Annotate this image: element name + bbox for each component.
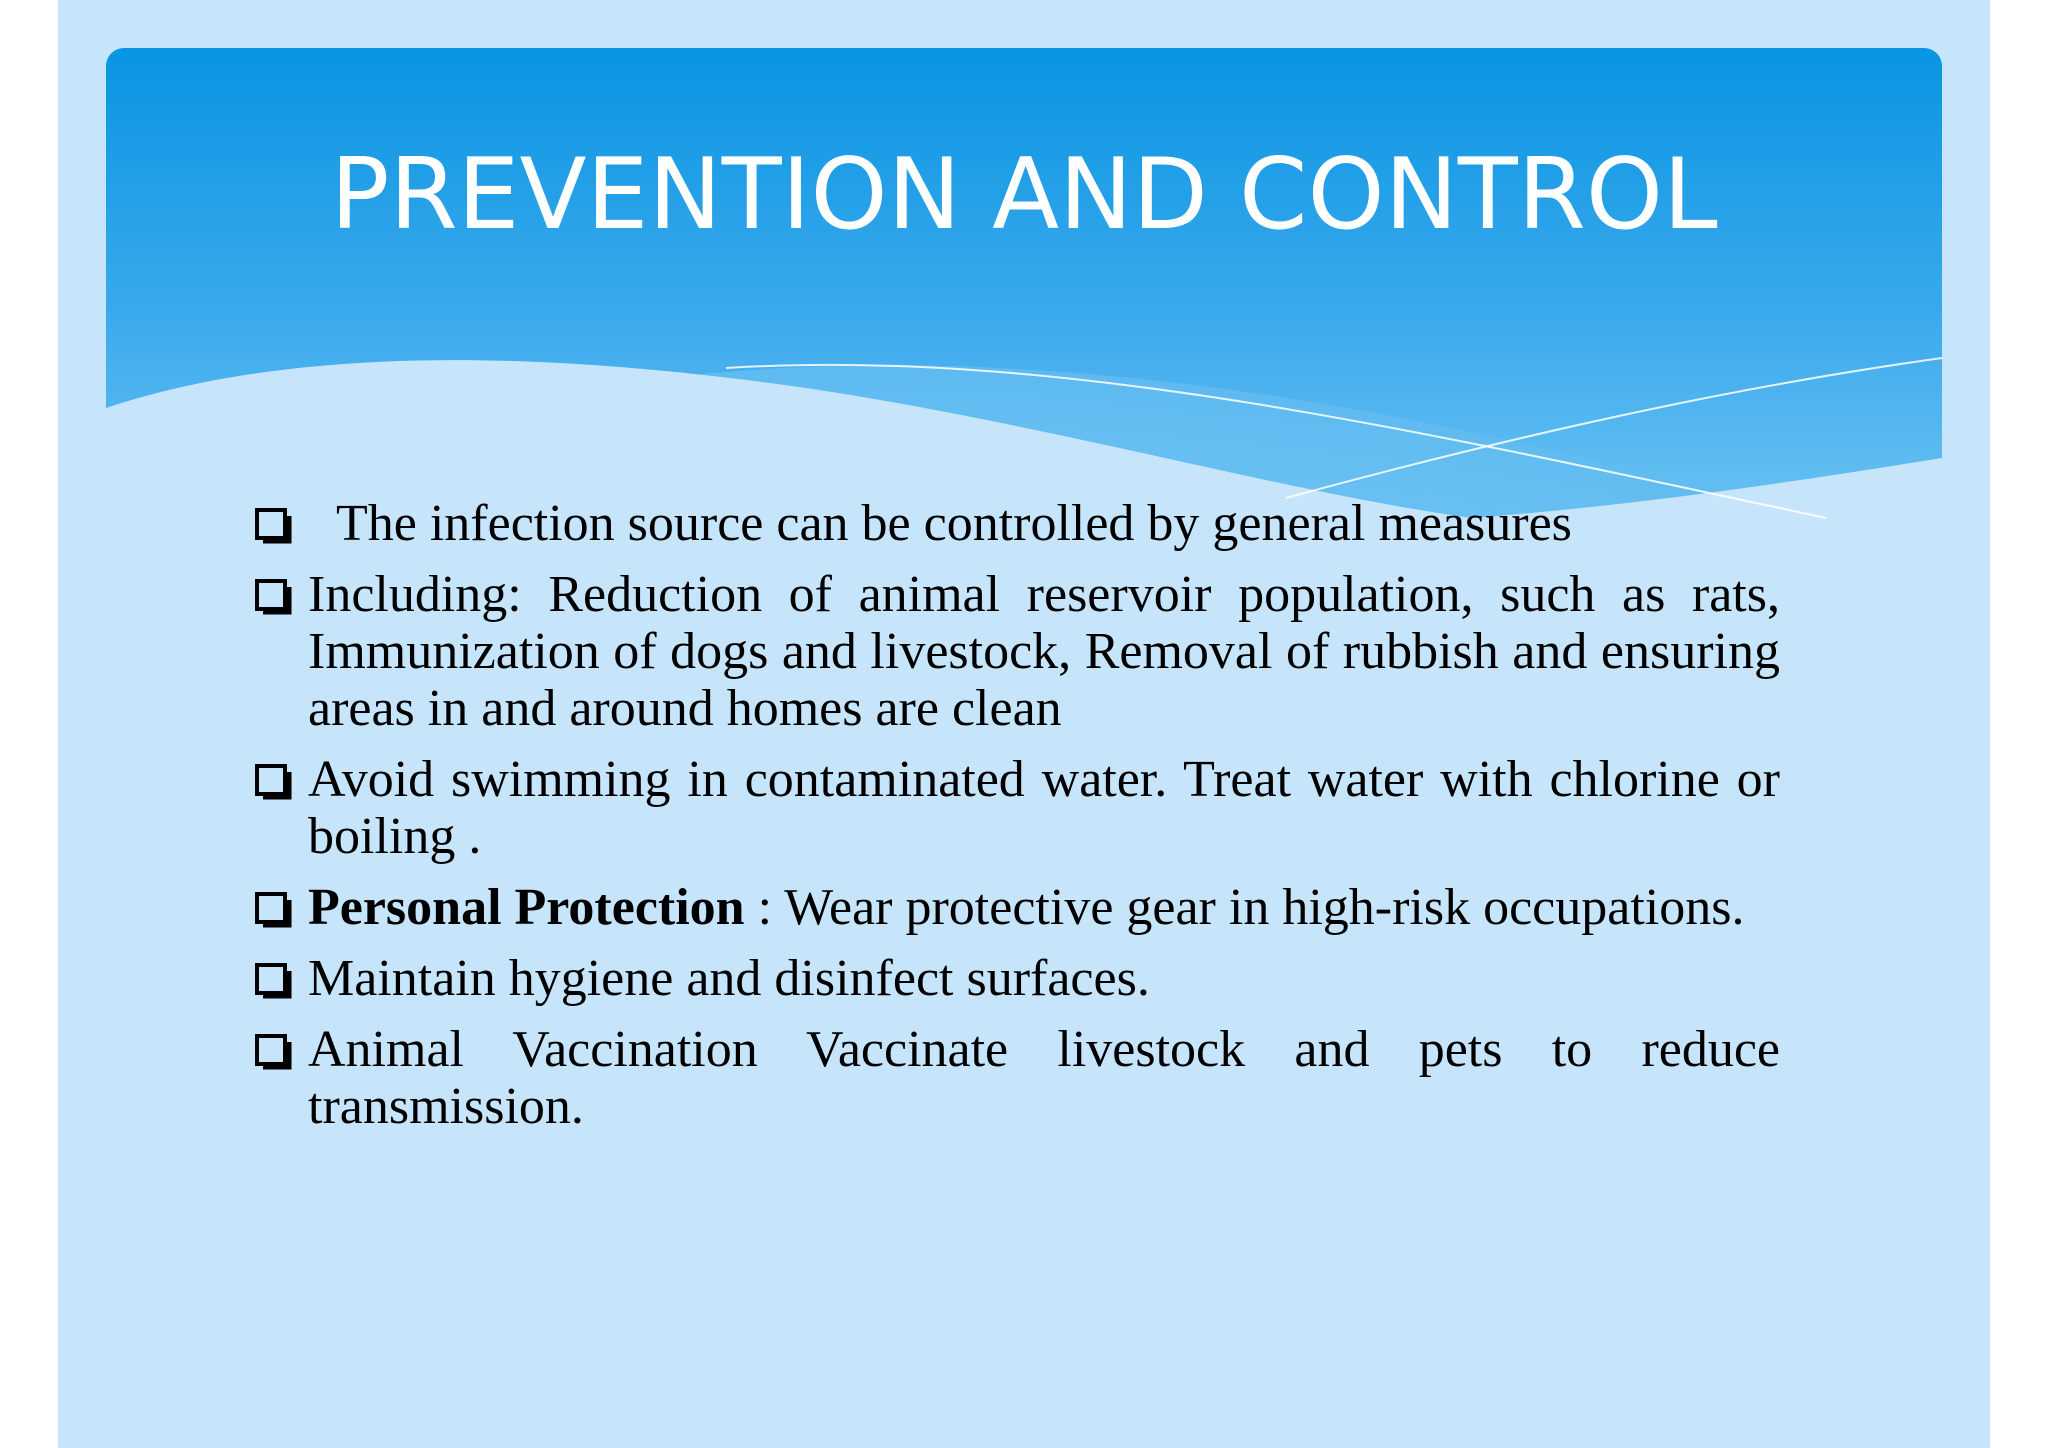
list-item bbox=[254, 1021, 1780, 1135]
square-outline-bullet-icon bbox=[254, 1033, 290, 1069]
wave-banner-graphic bbox=[106, 48, 1942, 528]
slide-title: PREVENTION AND CONTROL bbox=[330, 138, 1718, 252]
slide bbox=[58, 0, 1990, 1448]
list-item-text: Maintain hygiene and disinfect surfaces. bbox=[308, 950, 1150, 1007]
list-item-bold-text: Personal Protection bbox=[308, 879, 745, 936]
list-item-text: Animal Vaccination Vaccinate livestock and pets to reduce transmission. bbox=[308, 1021, 1780, 1135]
list-item bbox=[254, 566, 1780, 737]
square-outline-bullet-icon bbox=[254, 763, 290, 799]
square-outline-bullet-icon bbox=[254, 507, 290, 543]
list-item-text: Including: Reduction of animal reservoir population, such as rats, Immunization of dogs and livestock, Removal of rubbish and ensuring areas in and around homes are clean bbox=[308, 566, 1780, 737]
list-item bbox=[254, 751, 1780, 865]
square-outline-bullet-icon bbox=[254, 891, 290, 927]
list-item bbox=[254, 879, 1780, 936]
square-outline-bullet-icon bbox=[254, 578, 290, 614]
title-banner bbox=[106, 48, 1942, 528]
bullet-list bbox=[254, 495, 1780, 1149]
square-outline-bullet-icon bbox=[254, 962, 290, 998]
list-item bbox=[254, 495, 1780, 552]
list-item-text: : Wear protective gear in high-risk occupations. bbox=[744, 879, 1745, 936]
list-item-text: The infection source can be controlled by general measures bbox=[336, 495, 1572, 552]
list-item bbox=[254, 950, 1780, 1007]
list-item-text: Avoid swimming in contaminated water. Treat water with chlorine or boiling . bbox=[308, 751, 1780, 865]
